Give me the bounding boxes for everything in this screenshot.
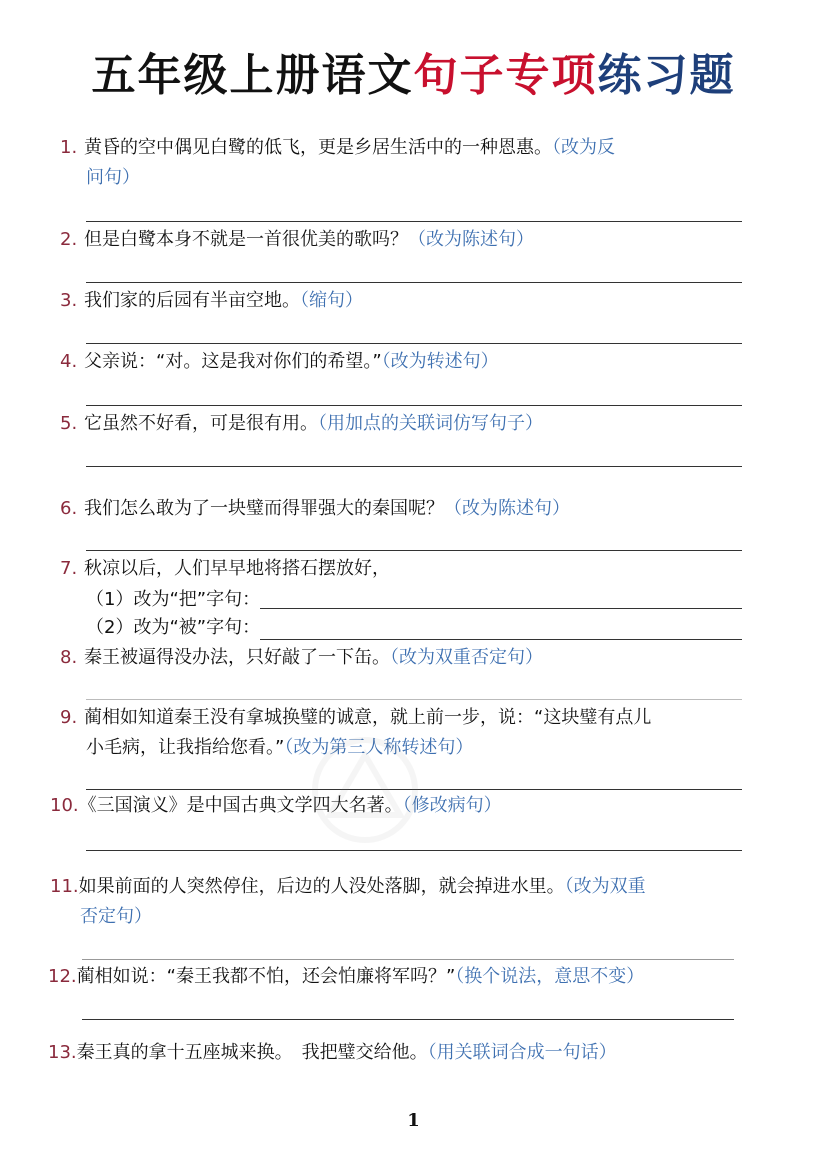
answer-line[interactable] (82, 1019, 734, 1020)
answer-line[interactable] (86, 405, 742, 406)
question-number: 9. (60, 707, 78, 728)
sub-question-bei: （2）改为“被”字句： (86, 617, 261, 638)
answer-line[interactable] (86, 282, 742, 283)
question-number: 2. (60, 229, 78, 250)
question-hint: （用加点的关联词仿写句子） (318, 413, 543, 434)
question-number: 10. (50, 795, 79, 816)
question-hint: （改为第三人称转述句） (284, 737, 474, 758)
question-hint: （改为转述句） (381, 351, 499, 372)
sub-question-ba: （1）改为“把”字句： (86, 589, 261, 610)
question-8 (60, 643, 750, 673)
question-number: 8. (60, 647, 78, 668)
question-text: 秦王真的拿十五座城来换。 我把璧交给他。 (76, 1042, 428, 1063)
question-text: 黄昏的空中偶见白鹭的低飞，更是乡居生活中的一种恩惠。 (84, 137, 552, 158)
page-number: 1 (407, 1110, 420, 1131)
question-text: 如果前面的人突然停住，后边的人没处落脚，就会掉进水里。 (78, 876, 565, 897)
answer-line[interactable] (86, 343, 742, 344)
title-part-black: 五年级上册语文 (91, 50, 414, 101)
answer-line[interactable] (82, 959, 734, 960)
question-4 (60, 347, 750, 377)
answer-line[interactable] (86, 699, 742, 700)
page-title (0, 46, 827, 106)
question-hint: （修改病句） (402, 795, 502, 816)
answer-line[interactable] (86, 550, 742, 551)
question-hint: （换个说法，意思不变） (455, 966, 645, 987)
question-text: 但是白鹭本身不就是一首很优美的歌吗？ (84, 229, 408, 250)
question-hint: （改为双重 (564, 876, 646, 897)
question-12 (48, 962, 748, 992)
question-text: 父亲说：“对。这是我对你们的希望。” (84, 351, 382, 372)
question-6 (60, 494, 750, 524)
question-text: 秋凉以后，人们早早地将搭石摆放好， (84, 558, 390, 579)
question-number: 7. (60, 558, 78, 579)
question-text: 蔺相如说：“秦王我都不怕，还会怕廉将军吗？” (76, 966, 456, 987)
question-hint-cont: 否定句） (80, 906, 152, 927)
question-5 (60, 409, 750, 439)
question-number: 6. (60, 498, 78, 519)
question-hint: （改为双重否定句） (390, 647, 543, 668)
question-11 (50, 872, 750, 932)
question-hint: （改为陈述句） (408, 229, 534, 250)
question-number: 13. (48, 1042, 77, 1063)
question-number: 11. (50, 876, 79, 897)
question-2 (60, 225, 750, 255)
question-number: 5. (60, 413, 78, 434)
question-text: 我们家的后园有半亩空地。 (84, 290, 300, 311)
question-hint: （改为陈述句） (444, 498, 570, 519)
question-hint-cont: 问句） (86, 167, 140, 188)
question-text: 它虽然不好看，可是很有用。 (84, 413, 318, 434)
watermark-icon (300, 730, 430, 850)
answer-line-ba[interactable] (260, 608, 742, 609)
question-text: 蔺相如知道秦王没有拿城换璧的诚意，就上前一步，说：“这块璧有点儿 (84, 707, 652, 728)
question-hint: （缩句） (300, 290, 363, 311)
question-text: 秦王被逼得没办法，只好敲了一下缶。 (84, 647, 390, 668)
question-number: 1. (60, 137, 78, 158)
question-1 (60, 133, 750, 193)
question-13 (48, 1038, 748, 1068)
question-text-cont: 小毛病，让我指给您看。” (86, 737, 285, 758)
question-number: 12. (48, 966, 77, 987)
title-part-red: 句子专项 (413, 50, 598, 101)
question-text: 《三国演义》是中国古典文学四大名著。 (78, 795, 403, 816)
question-hint: （用关联词合成一句话） (427, 1042, 617, 1063)
answer-line[interactable] (86, 850, 742, 851)
question-hint: （改为反 (552, 137, 615, 158)
question-text: 我们怎么敢为了一块璧而得罪强大的秦国呢？ (84, 498, 444, 519)
answer-line-bei[interactable] (260, 639, 742, 640)
answer-line[interactable] (86, 221, 742, 222)
question-7 (60, 554, 750, 584)
question-3 (60, 286, 750, 316)
question-number: 3. (60, 290, 78, 311)
answer-line[interactable] (86, 466, 742, 467)
title-part-blue: 练习题 (597, 50, 736, 101)
question-number: 4. (60, 351, 78, 372)
